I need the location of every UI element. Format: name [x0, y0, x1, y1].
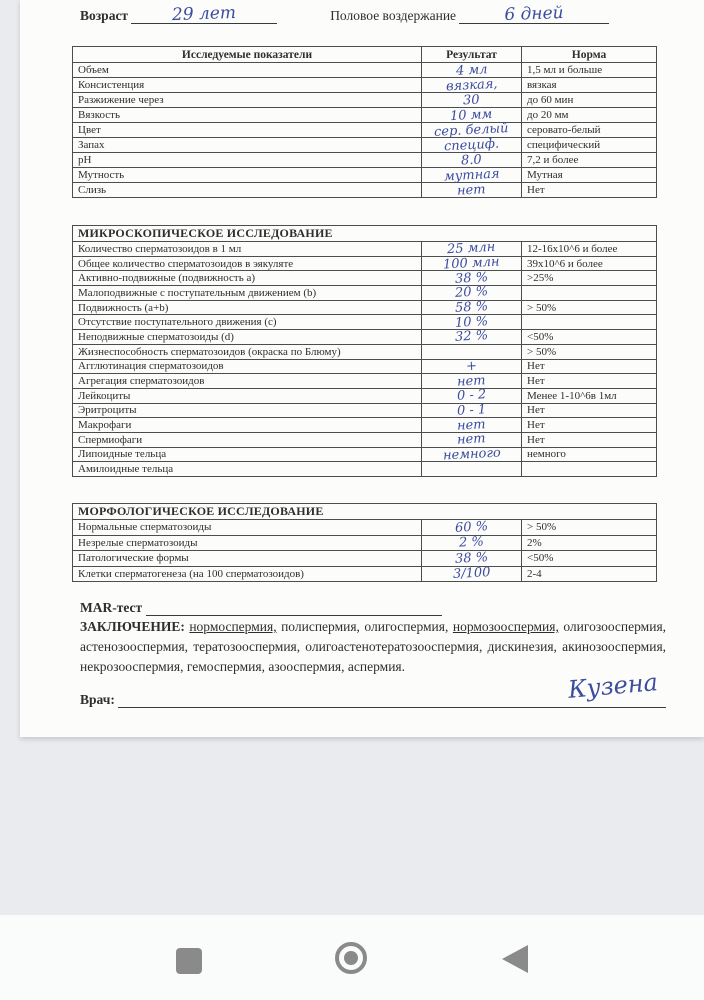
handwritten-result: нет	[456, 372, 487, 390]
table-row	[73, 551, 657, 567]
general-parameters-table	[72, 46, 657, 198]
result-cell	[422, 418, 522, 433]
parameter-cell: Количество сперматозоидов в 1 мл	[73, 242, 422, 257]
parameter-cell: Мутность	[73, 168, 422, 183]
norm-cell: Нет	[522, 418, 657, 433]
result-cell	[422, 271, 522, 286]
parameter-cell: Жизнеспособность сперматозоидов (окраска по Блюму)	[73, 344, 422, 359]
norm-cell: 39x10^6 и более	[522, 256, 657, 271]
norm-cell: 2-4	[522, 566, 657, 582]
conclusion-term: гемоспермия,	[186, 659, 265, 674]
handwritten-result: 4 мл	[455, 61, 488, 79]
parameter-cell: Патологические формы	[73, 551, 422, 567]
conclusion-paragraph	[80, 617, 666, 677]
conclusion-term: нормоспермия,	[189, 619, 277, 634]
age-label: Возраст	[80, 8, 129, 23]
morphological-examination-table	[72, 503, 657, 582]
table-row	[73, 63, 657, 78]
handwritten-result: 0 - 2	[456, 387, 487, 404]
conclusion-term: аспермия.	[347, 659, 406, 674]
section-title: МИКРОСКОПИЧЕСКОЕ ИССЛЕДОВАНИЕ	[73, 226, 657, 242]
parameter-cell: Вязкость	[73, 108, 422, 123]
table-row	[73, 271, 657, 286]
handwritten-result: немного	[442, 445, 501, 464]
parameter-cell: Консистенция	[73, 78, 422, 93]
parameter-cell: Неподвижные сперматозоиды (d)	[73, 330, 422, 345]
norm-cell: серовато-белый	[522, 123, 657, 138]
column-header-result: Результат	[422, 47, 522, 63]
section-title: МОРФОЛОГИЧЕСКОЕ ИССЛЕДОВАНИЕ	[73, 504, 657, 520]
norm-cell: специфический	[522, 138, 657, 153]
result-cell	[422, 300, 522, 315]
column-header-parameter: Исследуемые показатели	[73, 47, 422, 63]
parameter-cell: Общее количество сперматозоидов в эякуляте	[73, 256, 422, 271]
norm-cell: 7,2 и более	[522, 153, 657, 168]
handwritten-result: сер. белый	[433, 120, 510, 140]
result-cell	[422, 344, 522, 359]
parameter-cell: Амилоидные тельца	[73, 462, 422, 477]
parameter-cell: Агрегация сперматозоидов	[73, 374, 422, 389]
norm-cell: <50%	[522, 551, 657, 567]
handwritten-result: мутная	[443, 166, 500, 184]
parameter-cell: pH	[73, 153, 422, 168]
parameter-cell: Запах	[73, 138, 422, 153]
parameter-cell: Цвет	[73, 123, 422, 138]
age-blank-line	[131, 2, 277, 26]
result-cell	[422, 462, 522, 477]
conclusion-term: олигоастенотератозооспермия,	[305, 639, 483, 654]
handwritten-result: 10 %	[454, 313, 489, 331]
result-cell	[422, 359, 522, 374]
norm-cell: Нет	[522, 359, 657, 374]
table-row	[73, 286, 657, 301]
table-row	[73, 388, 657, 403]
norm-cell	[522, 286, 657, 301]
norm-cell: Нет	[522, 183, 657, 198]
conclusion-term: дискинезия,	[487, 639, 557, 654]
mar-test-blank-line	[146, 598, 442, 616]
back-triangle-icon[interactable]	[502, 945, 528, 973]
parameter-cell: Малоподвижные с поступательным движением (b)	[73, 286, 422, 301]
handwritten-result: 38 %	[454, 269, 489, 287]
handwritten-result: 20 %	[454, 284, 489, 302]
parameter-cell: Агглютинация сперматозоидов	[73, 359, 422, 374]
handwritten-result: 0 - 1	[456, 402, 487, 419]
table-row	[73, 566, 657, 582]
mar-test-line	[80, 598, 442, 616]
table-row	[73, 330, 657, 345]
handwritten-result: 30	[462, 92, 481, 108]
table-row	[73, 344, 657, 359]
result-cell	[422, 315, 522, 330]
norm-cell	[522, 315, 657, 330]
age-handwritten-value: 29 лет	[172, 2, 237, 26]
result-cell	[422, 78, 522, 93]
conclusion-term: нормозооспермия,	[452, 619, 559, 634]
handwritten-result: 10 мм	[450, 106, 493, 124]
handwritten-result: нет	[456, 416, 487, 434]
norm-cell: > 50%	[522, 300, 657, 315]
abstinence-blank-line	[459, 2, 609, 26]
parameter-cell: Объем	[73, 63, 422, 78]
result-cell	[422, 93, 522, 108]
table-row	[73, 153, 657, 168]
table-row	[73, 242, 657, 257]
conclusion-term: тератозооспермия,	[193, 639, 301, 654]
parameter-cell: Активно-подвижные (подвижность a)	[73, 271, 422, 286]
result-cell	[422, 153, 522, 168]
recents-square-icon[interactable]	[176, 948, 202, 974]
table-row	[73, 78, 657, 93]
table-row	[73, 183, 657, 198]
result-cell	[422, 330, 522, 345]
abstinence-handwritten-value: 6 дней	[504, 2, 565, 26]
result-cell	[422, 183, 522, 198]
table-row	[73, 359, 657, 374]
table-row	[73, 93, 657, 108]
table-row	[73, 168, 657, 183]
parameter-cell: Нормальные сперматозоиды	[73, 520, 422, 536]
home-circle-icon[interactable]	[335, 942, 367, 974]
norm-cell: до 60 мин	[522, 93, 657, 108]
result-cell	[422, 286, 522, 301]
handwritten-result: 100 млн	[442, 254, 501, 273]
handwritten-result: нет	[456, 181, 487, 199]
result-cell	[422, 403, 522, 418]
norm-cell	[522, 462, 657, 477]
conclusion-term: азооспермия,	[268, 659, 345, 674]
parameter-cell: Спермиофаги	[73, 432, 422, 447]
table-row	[73, 535, 657, 551]
microscopic-examination-table	[72, 225, 657, 477]
table-row	[73, 447, 657, 462]
norm-cell: Нет	[522, 374, 657, 389]
result-cell	[422, 242, 522, 257]
handwritten-result: 60 %	[454, 518, 489, 536]
handwritten-result: специф.	[443, 136, 500, 154]
handwritten-result: 3/100	[452, 565, 491, 583]
norm-cell: немного	[522, 447, 657, 462]
norm-cell: >25%	[522, 271, 657, 286]
home-dot-icon	[344, 951, 358, 965]
column-header-norm: Норма	[522, 47, 657, 63]
result-cell	[422, 63, 522, 78]
section-header-row	[73, 504, 657, 520]
result-cell	[422, 535, 522, 551]
handwritten-result: 38 %	[454, 549, 489, 567]
norm-cell: <50%	[522, 330, 657, 345]
conclusion-term: некрозооспермия,	[80, 659, 184, 674]
table-row	[73, 418, 657, 433]
top-fields-row	[80, 2, 684, 36]
handwritten-result: 2 %	[458, 534, 485, 551]
mar-test-label: MAR-тест	[80, 600, 143, 615]
doctor-signature: Кузена	[566, 668, 659, 704]
table-row	[73, 108, 657, 123]
parameter-cell: Лейкоциты	[73, 388, 422, 403]
handwritten-result: 32 %	[454, 328, 489, 346]
android-navigation-bar	[0, 915, 704, 1000]
conclusion-term: акинозооспермия,	[562, 639, 667, 654]
conclusion-term: астенозооспермия,	[80, 639, 189, 654]
result-cell	[422, 256, 522, 271]
parameter-cell: Слизь	[73, 183, 422, 198]
parameter-cell: Разжижение через	[73, 93, 422, 108]
conclusion-label: ЗАКЛЮЧЕНИЕ:	[80, 619, 185, 634]
result-cell	[422, 551, 522, 567]
conclusion-term: олигозооспермия,	[563, 619, 667, 634]
norm-cell: вязкая	[522, 78, 657, 93]
parameter-cell: Эритроциты	[73, 403, 422, 418]
parameter-cell: Липоидные тельца	[73, 447, 422, 462]
table-row	[73, 138, 657, 153]
parameter-cell: Макрофаги	[73, 418, 422, 433]
table-row	[73, 256, 657, 271]
table-header-row	[73, 47, 657, 63]
table-row	[73, 315, 657, 330]
norm-cell: Нет	[522, 403, 657, 418]
norm-cell: > 50%	[522, 520, 657, 536]
table-row	[73, 300, 657, 315]
handwritten-result: 25 млн	[446, 240, 497, 258]
norm-cell: Мутная	[522, 168, 657, 183]
parameter-cell: Клетки сперматогенеза (на 100 сперматозоидов)	[73, 566, 422, 582]
conclusion-term: полиспермия,	[281, 619, 360, 634]
norm-cell: 1,5 мл и больше	[522, 63, 657, 78]
handwritten-result: вязкая,	[445, 76, 498, 94]
handwritten-result: +	[465, 358, 478, 375]
handwritten-result: 8.0	[460, 151, 483, 169]
table-row	[73, 123, 657, 138]
handwritten-result: 58 %	[454, 299, 489, 316]
parameter-cell: Отсутствие поступательного движения (c)	[73, 315, 422, 330]
norm-cell: Нет	[522, 432, 657, 447]
table-row	[73, 374, 657, 389]
parameter-cell: Незрелые сперматозоиды	[73, 535, 422, 551]
norm-cell: 2%	[522, 535, 657, 551]
result-cell	[422, 120, 522, 140]
norm-cell: Менее 1-10^6в 1мл	[522, 388, 657, 403]
conclusion-term: олигоспермия,	[364, 619, 449, 634]
result-cell	[422, 168, 522, 183]
handwritten-result: нет	[456, 431, 487, 449]
result-cell	[422, 566, 522, 582]
scanned-document-page	[20, 0, 704, 737]
table-row	[73, 403, 657, 418]
norm-cell: до 20 мм	[522, 108, 657, 123]
table-row	[73, 520, 657, 536]
result-cell	[422, 432, 522, 447]
norm-cell: > 50%	[522, 344, 657, 359]
table-row	[73, 432, 657, 447]
result-cell	[422, 374, 522, 389]
result-cell	[422, 520, 522, 536]
section-header-row	[73, 226, 657, 242]
abstinence-label: Половое воздержание	[330, 8, 457, 23]
norm-cell: 12-16x10^6 и более	[522, 242, 657, 257]
result-cell	[422, 447, 522, 462]
parameter-cell: Подвижность (a+b)	[73, 300, 422, 315]
result-cell	[422, 388, 522, 403]
table-row	[73, 462, 657, 477]
doctor-label: Врач:	[80, 692, 115, 707]
